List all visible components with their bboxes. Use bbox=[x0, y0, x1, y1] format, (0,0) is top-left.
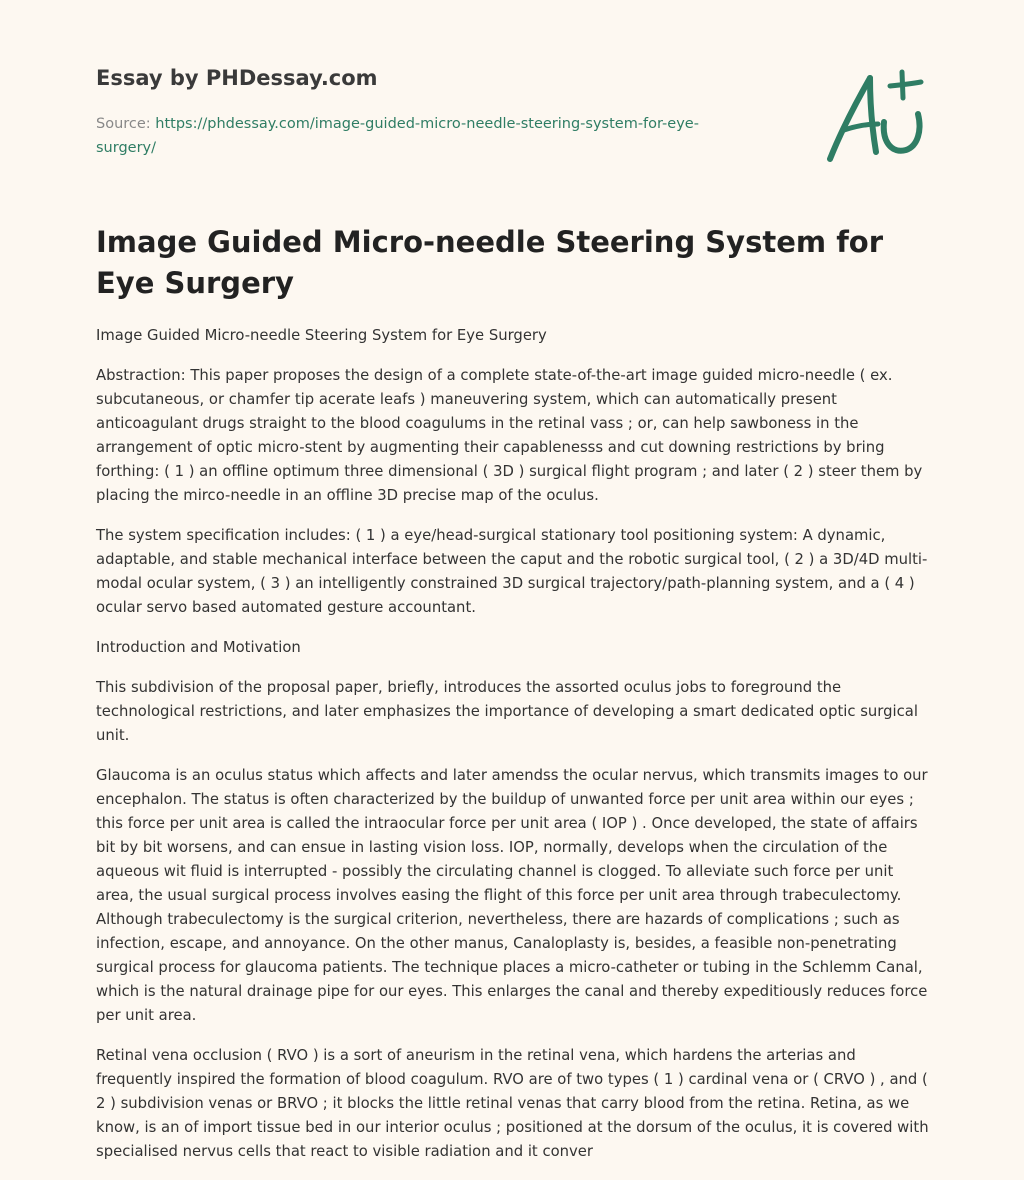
essay-body bbox=[96, 324, 932, 1180]
paragraph: Image Guided Micro-needle Steering System for Eye Surgery bbox=[96, 327, 547, 344]
paragraph: Retinal vena occlusion ( RVO ) is a sort of aneurism in the retinal vena, which hardens the arterias and frequently inspired the formation of blood coagulum. RVO are of two types ( 1 ) cardinal vena or ( CRVO ) , and ( 2 ) subdivision venas or BRVO ; it blocks the little retinal venas that carry blood from the retina. Retina, as we know, is an of import tissue bed in our interior oculus ; positioned at the dorsum of the oculus, it is covered with specialised nervus cells that react to visible radiation and it conver bbox=[96, 1047, 929, 1160]
paragraph: This subdivision of the proposal paper, briefly, introduces the assorted oculus jobs to foreground the technological restrictions, and later emphasizes the importance of developing a smart dedicated optic surgical unit. bbox=[96, 679, 918, 744]
paragraph: Glaucoma is an oculus status which affects and later amendss the ocular nervus, which transmits images to our encephalon. The status is often characterized by the buildup of unwanted force per unit area within our eyes ; this force per unit area is called the intraocular force per unit area ( IOP ) . Once developed, the state of affairs bit by bit worsens, and can ensue in lasting vision loss. IOP, normally, develops when the circulation of the aqueous wit fluid is interrupted - possibly the circulating channel is clogged. To alleviate such force per unit area, the usual surgical process involves easing the flight of this force per unit area through trabeculectomy. Although trabeculectomy is the surgical criterion, nevertheless, there are hazards of complications ; such as infection, escape, and annoyance. On the other manus, Canaloplasty is, besides, a feasible non-penetrating surgical process for glaucoma patients. The technique places a micro-catheter or tubing in the Schlemm Canal, which is the natural drainage pipe for our eyes. This enlarges the canal and thereby expeditiously reduces force per unit area. bbox=[96, 767, 928, 1024]
source-link[interactable]: https://phdessay.com/image-guided-micro-needle-steering-system-for-eye-surgery/ bbox=[96, 116, 699, 156]
paragraph: Introduction and Motivation bbox=[96, 639, 301, 656]
document-title: Image Guided Micro-needle Steering System for Eye Surgery bbox=[96, 225, 884, 300]
site-title: Essay by PHDessay.com bbox=[96, 66, 378, 90]
paragraph: Abstraction: This paper proposes the design of a complete state-of-the-art image guided micro-needle ( ex. subcutaneous, or chamfer tip acerate leafs ) maneuvering system, which can automatically present anticoagulant drugs straight to the blood coagulums in the retinal vass ; or, can help sawboness in the arrangement of optic micro-stent by augmenting their capablenesss and cut downing restrictions by bring forthing: ( 1 ) an offline optimum three dimensional ( 3D ) surgical flight program ; and later ( 2 ) steer them by placing the mirco-needle in an offline 3D precise map of the oculus. bbox=[96, 367, 923, 504]
source-label: Source: bbox=[96, 116, 151, 132]
source-line bbox=[96, 112, 756, 160]
page-header bbox=[96, 62, 756, 160]
paragraph: The system specification includes: ( 1 ) a eye/head-surgical stationary tool positioning system: A dynamic, adaptable, and stable mechanical interface between the caput and the robotic surgical tool, ( 2 ) a 3D/4D multi-modal ocular system, ( 3 ) an intelligently constrained 3D surgical trajectory/path-planning system, and a ( 4 ) ocular servo based automated gesture accountant. bbox=[96, 527, 928, 616]
a-plus-grade-icon bbox=[818, 64, 930, 168]
